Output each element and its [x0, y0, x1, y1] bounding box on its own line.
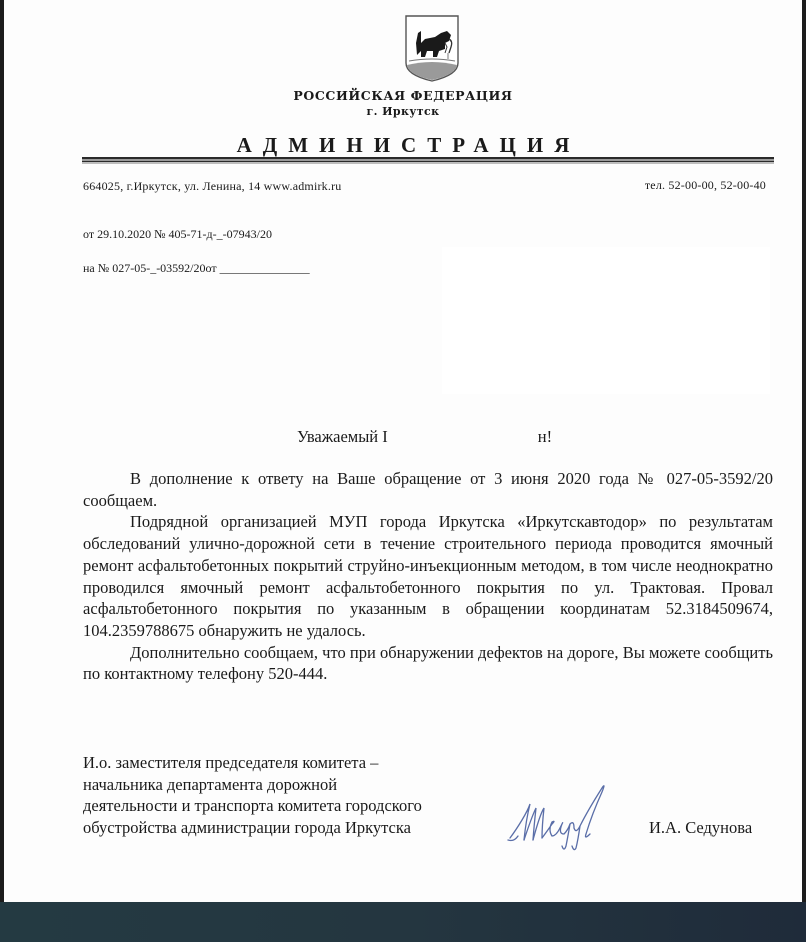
greeting-suffix: н!	[537, 427, 553, 446]
viewer-frame-right	[802, 0, 806, 902]
country-name: РОССИЙСКАЯ ФЕДЕРАЦИЯ	[293, 88, 513, 103]
organization-name: АДМИНИСТРАЦИЯ	[236, 133, 581, 157]
incoming-reference: на № 027-05-_-03592/20от _______________	[83, 261, 310, 275]
coat-of-arms-icon	[403, 13, 463, 83]
signatory-title-line: начальника департамента дорожной	[83, 774, 338, 794]
letter-page	[4, 0, 802, 902]
handwritten-signature-icon	[506, 780, 631, 855]
signatory-title	[83, 752, 503, 838]
body-paragraph: Подрядной организацией МУП города Иркутска «Иркутскавтодор» по результатам обследований улично-дорожной сети в течение строительного периода проводится ямочный ремонт асфальтобетонных покрытий струйно-инъекционным методом, в том числе неоднократно проводился ямочный ремонт асфальтобетонного покрытия по ул. Трактовая. Провал асфальтобетонного покрытия по указанным в обращении координатам 52.3184509674, 104.2359788675 обнаружить не удалось.	[83, 512, 773, 640]
letter-body	[83, 468, 773, 685]
signatory-name: И.А. Седунова	[649, 818, 753, 837]
greeting	[297, 427, 552, 447]
redacted-addressee-block	[442, 247, 770, 394]
city-name: г. Иркутск	[366, 105, 440, 118]
body-paragraph: В дополнение к ответу на Ваше обращение от 3 июня 2020 года № 027-05-3592/20 сообщаем.	[83, 469, 773, 510]
signatory-title-line: деятельности и транспорта комитета городского	[83, 796, 422, 815]
header-divider	[82, 157, 774, 164]
signatory-title-line: И.о. заместителя председателя комитета –	[83, 753, 379, 772]
outgoing-reference: от 29.10.2020 № 405-71-д-_-07943/20	[83, 227, 272, 241]
greeting-prefix: Уважаемый I	[297, 427, 388, 446]
body-paragraph: Дополнительно сообщаем, что при обнаружении дефектов на дороге, Вы можете сообщить по контактному телефону 520-444.	[83, 642, 773, 684]
address: 664025, г.Иркутск, ул. Ленина, 14 www.admirk.ru	[83, 179, 342, 193]
phone-numbers: тел. 52-00-00, 52-00-40	[644, 178, 766, 192]
signatory-title-line: обустройства администрации города Иркутска	[83, 817, 411, 837]
